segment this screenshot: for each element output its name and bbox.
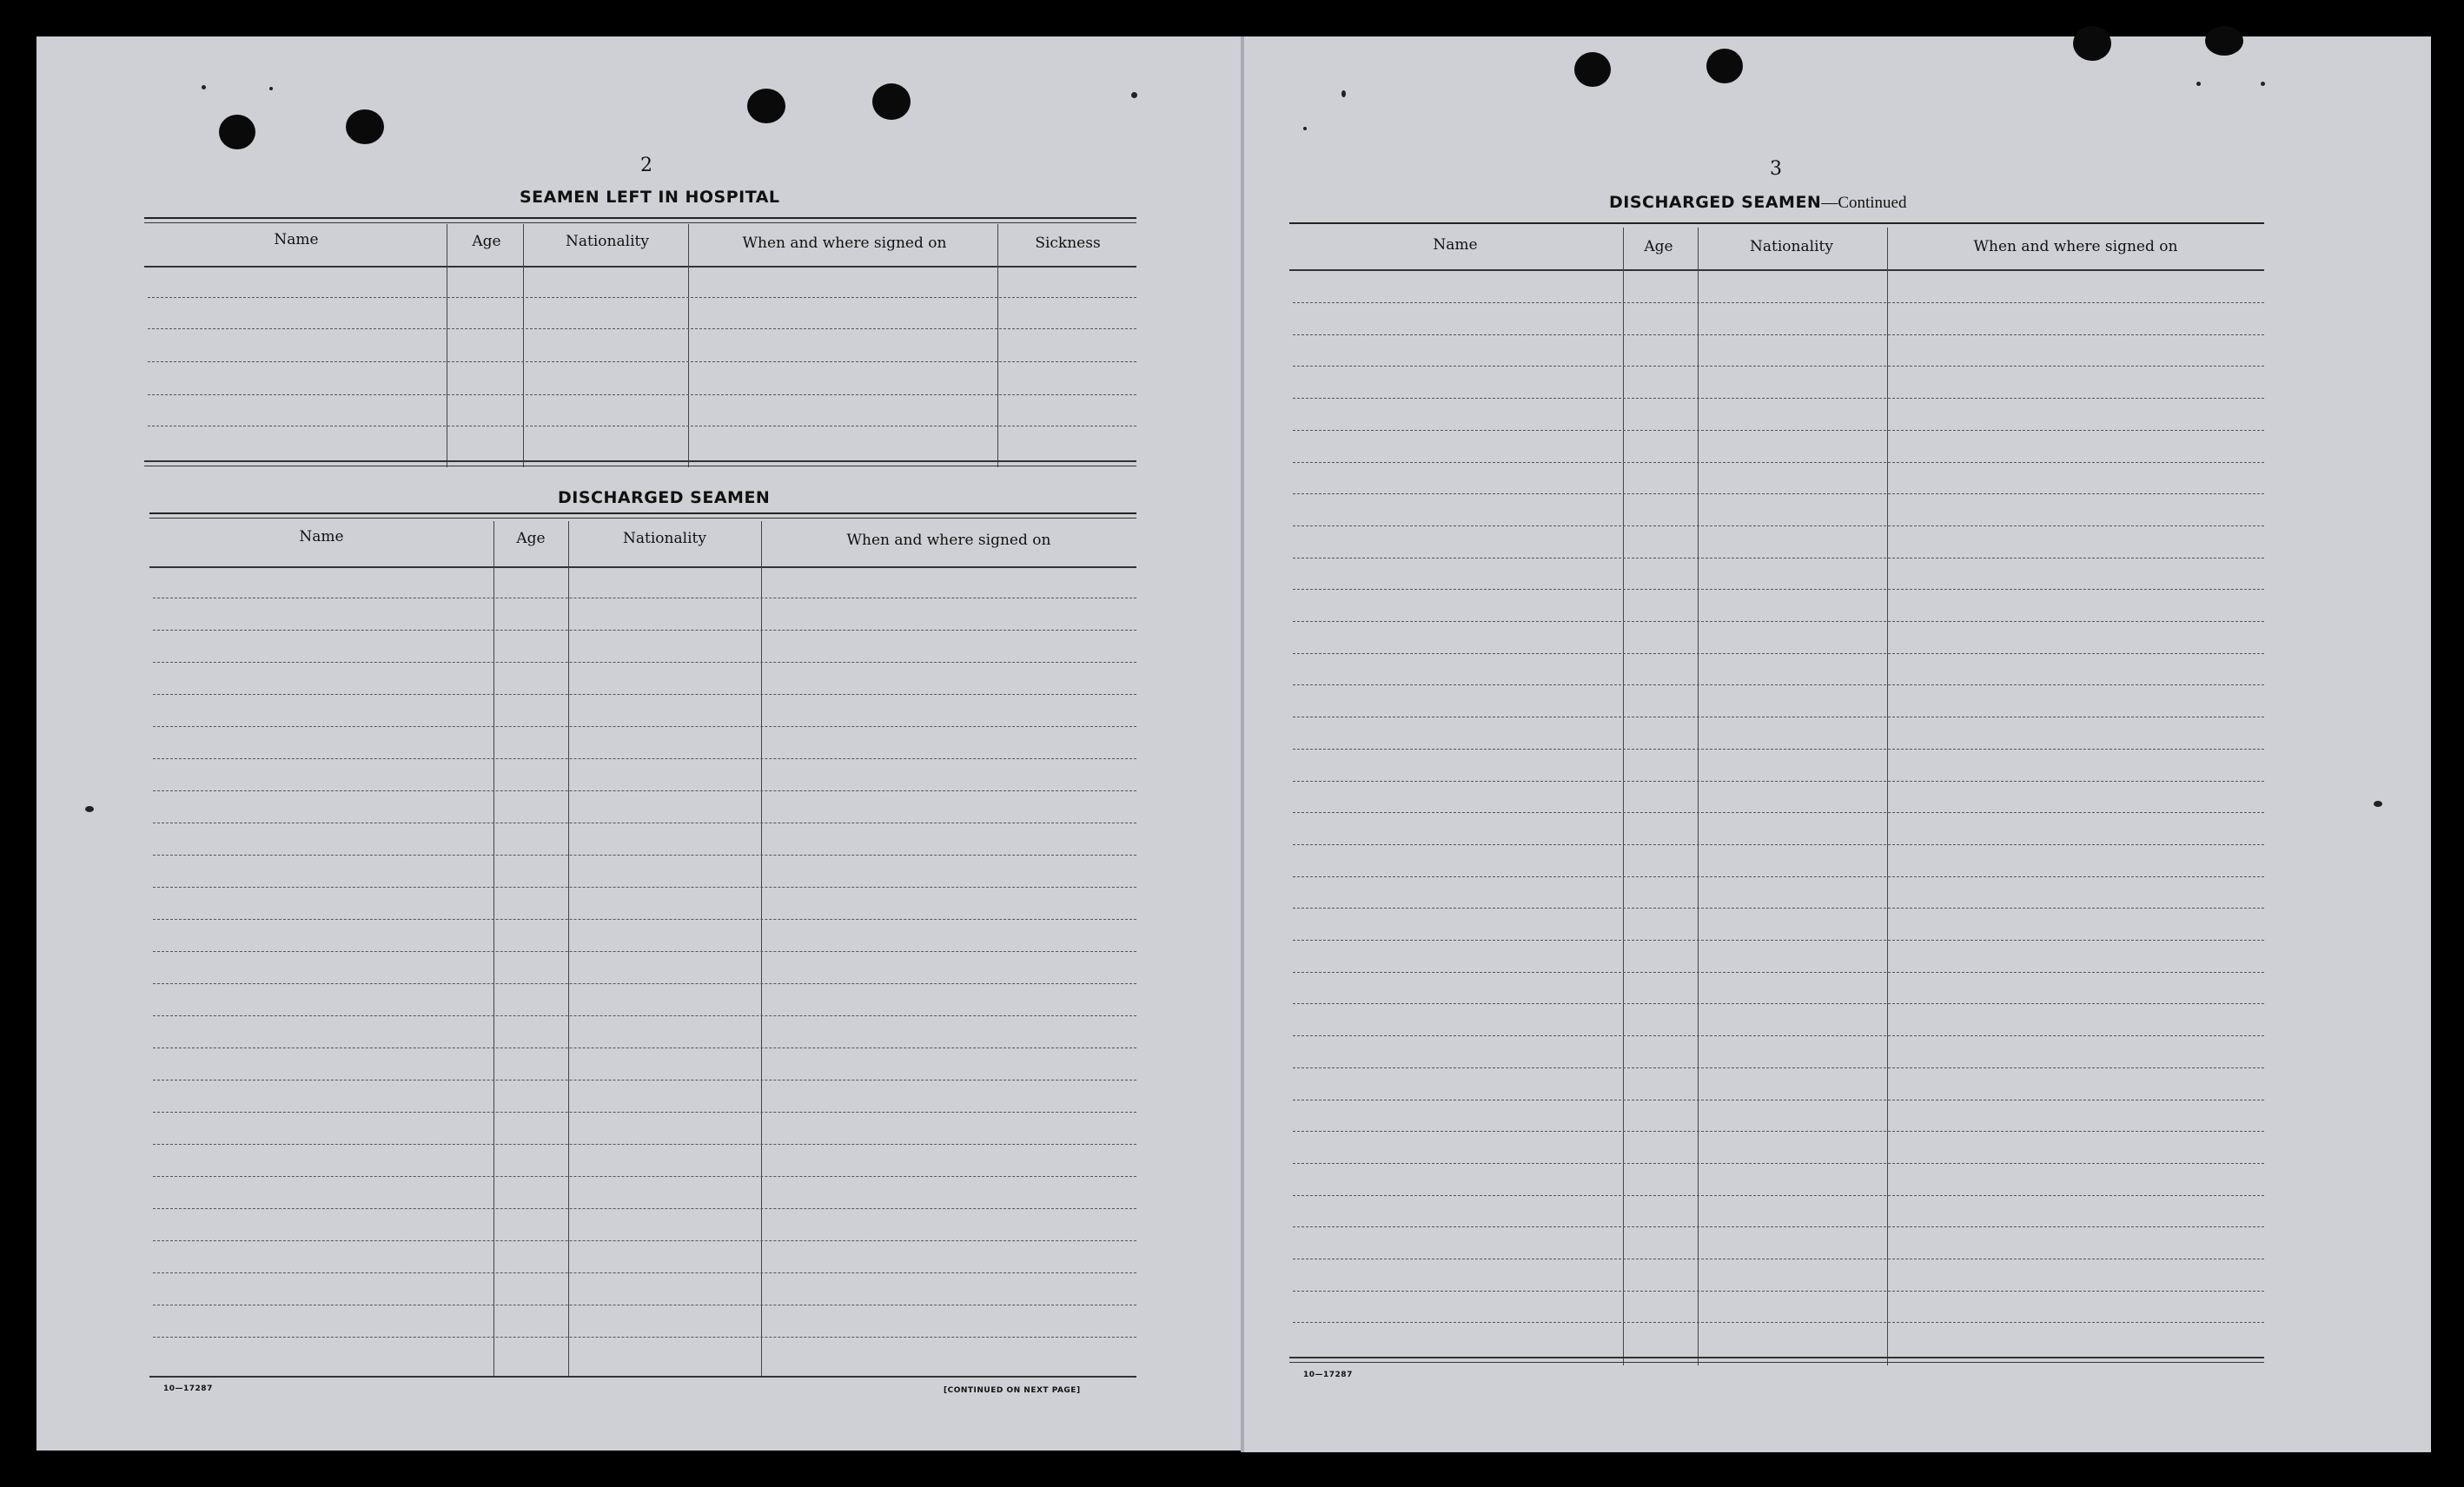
table-row <box>148 361 1136 362</box>
punch-hole <box>219 115 255 149</box>
hospital-table <box>144 217 1136 469</box>
discharged-title-main: DISCHARGED SEAMEN <box>1609 193 1822 212</box>
table-row <box>153 662 1136 663</box>
table-row <box>153 726 1136 727</box>
col-header-signed-on: When and where signed on <box>846 532 1051 549</box>
table-row <box>153 1176 1136 1177</box>
table-row <box>1293 844 2264 845</box>
table-row <box>1293 940 2264 941</box>
table-row <box>153 630 1136 631</box>
table-row <box>1293 1035 2264 1036</box>
table-row <box>1293 302 2264 303</box>
table-row <box>1293 525 2264 526</box>
table-row <box>1293 1003 2264 1004</box>
col-header-nationality: Nationality <box>566 233 649 250</box>
table-row <box>1293 1291 2264 1292</box>
speck <box>85 806 94 812</box>
form-code: 10—17287 <box>163 1385 213 1393</box>
speck <box>1341 90 1346 97</box>
table-row <box>1293 621 2264 622</box>
col-header-name: Name <box>274 231 319 248</box>
continued-note: [CONTINUED ON NEXT PAGE] <box>944 1386 1081 1395</box>
table-row <box>1293 1226 2264 1227</box>
table-row <box>153 887 1136 888</box>
table-row <box>1293 908 2264 909</box>
table-row <box>153 1015 1136 1016</box>
form-code: 10—17287 <box>1303 1371 1353 1379</box>
speck <box>2374 801 2382 807</box>
table-row <box>1293 684 2264 685</box>
table-row <box>153 855 1136 856</box>
table-row <box>1293 334 2264 335</box>
discharged-table-right <box>1289 222 2264 1367</box>
punch-hole <box>1574 52 1611 87</box>
table-row <box>1293 1067 2264 1068</box>
punch-hole <box>872 83 911 120</box>
hospital-title: SEAMEN LEFT IN HOSPITAL <box>520 188 780 207</box>
col-header-name: Name <box>299 528 344 545</box>
table-row <box>1293 1131 2264 1132</box>
speck <box>1131 92 1137 98</box>
table-row <box>1293 398 2264 399</box>
page-number: 2 <box>640 155 652 176</box>
table-row <box>153 1208 1136 1209</box>
table-row <box>153 694 1136 695</box>
speck <box>269 87 273 90</box>
table-row <box>1293 430 2264 431</box>
table-row <box>1293 1163 2264 1164</box>
table-row <box>153 1080 1136 1081</box>
speck <box>1303 127 1307 130</box>
table-row <box>1293 1195 2264 1196</box>
discharged-title-suffix: —Continued <box>1821 194 1907 212</box>
col-header-signed-on: When and where signed on <box>1973 238 2178 255</box>
table-row <box>153 1144 1136 1145</box>
discharged-table-left <box>149 512 1136 1378</box>
table-row <box>1293 876 2264 877</box>
punch-hole <box>346 109 384 144</box>
table-row <box>1293 1322 2264 1323</box>
table-row <box>148 297 1136 298</box>
page-number: 3 <box>1770 158 1782 180</box>
table-row <box>1293 589 2264 590</box>
table-row <box>1293 781 2264 782</box>
table-row <box>153 1272 1136 1273</box>
punch-hole <box>1706 49 1743 83</box>
table-row <box>148 394 1136 395</box>
table-row <box>153 919 1136 920</box>
table-row <box>153 790 1136 791</box>
col-header-sickness: Sickness <box>1035 235 1101 252</box>
table-row <box>153 1112 1136 1113</box>
table-row <box>1293 653 2264 654</box>
col-header-signed-on: When and where signed on <box>742 235 947 252</box>
table-row <box>1293 462 2264 463</box>
speck <box>2196 82 2201 86</box>
col-header-age: Age <box>516 530 546 547</box>
table-row <box>153 1337 1136 1338</box>
punch-hole <box>747 89 785 123</box>
table-row <box>153 951 1136 952</box>
page-fold <box>1241 36 1244 1452</box>
table-row <box>148 328 1136 329</box>
table-row <box>153 758 1136 759</box>
col-header-nationality: Nationality <box>1750 238 1833 255</box>
table-row <box>153 983 1136 984</box>
table-row <box>153 1240 1136 1241</box>
col-header-nationality: Nationality <box>623 530 706 547</box>
speck <box>2261 82 2265 86</box>
table-row <box>1293 812 2264 813</box>
col-header-name: Name <box>1433 236 1478 254</box>
punch-hole <box>2205 26 2243 56</box>
col-header-age: Age <box>472 233 501 250</box>
col-header-age: Age <box>1644 238 1673 255</box>
punch-hole <box>2073 26 2111 61</box>
speck <box>202 85 206 89</box>
table-row <box>1293 972 2264 973</box>
table-row <box>1293 749 2264 750</box>
discharged-title: DISCHARGED SEAMEN <box>558 488 771 507</box>
table-row <box>1293 366 2264 367</box>
table-row <box>1293 493 2264 494</box>
discharged-continued-title <box>1609 193 1907 213</box>
